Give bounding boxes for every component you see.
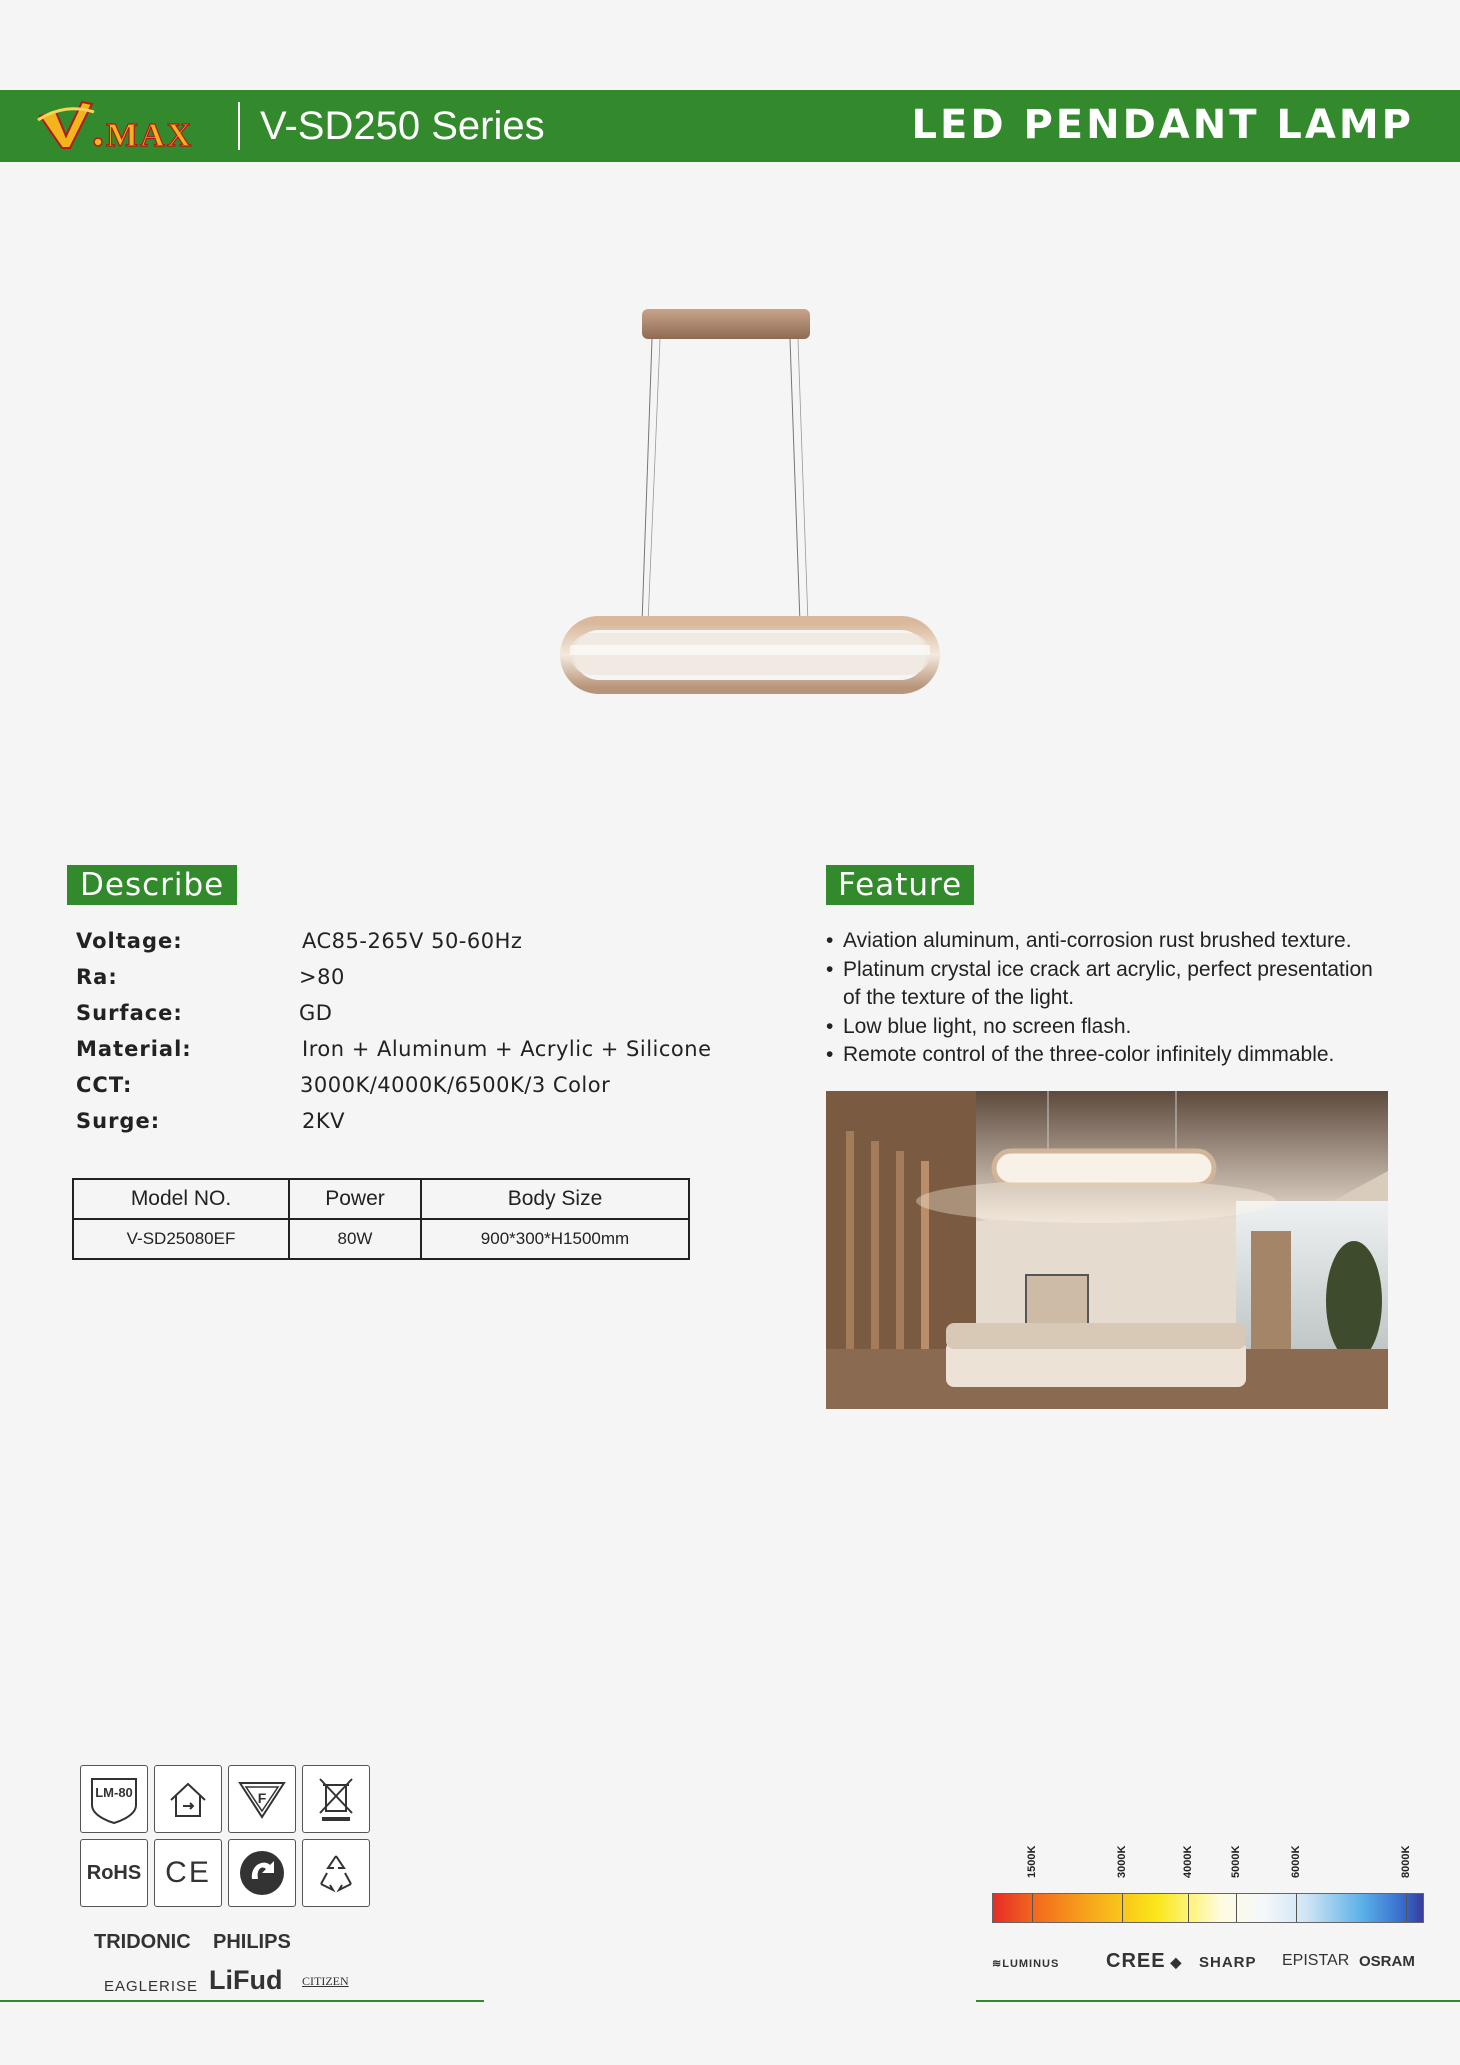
brand-eaglerise: EAGLERISE (104, 1978, 199, 1995)
spec-value: 2KV (302, 1109, 345, 1133)
table-row (73, 1219, 689, 1259)
brand-tridonic: TRIDONIC (94, 1931, 191, 1953)
spec-label: Material: (76, 1037, 192, 1061)
list-item (826, 1041, 1396, 1070)
ce-label: CE (165, 1856, 211, 1889)
spec-row-material (76, 1033, 726, 1069)
spec-row-voltage (76, 925, 726, 961)
spec-value: >80 (299, 965, 345, 989)
bullet: • (826, 1043, 834, 1066)
feature-heading: Feature (826, 865, 974, 905)
logo-divider (238, 102, 240, 150)
table-cell: 80W (289, 1219, 421, 1259)
series-title: V-SD250 Series (260, 104, 545, 148)
brand-cree-label: CREE (1106, 1950, 1166, 1972)
table-header: Power (289, 1179, 421, 1219)
feature-text: Platinum crystal ice crack art acrylic, perfect presentation of the texture of the light. (843, 957, 1373, 1009)
spec-row-cct (76, 1069, 726, 1105)
cree-arrow-icon: ◆ (1165, 1954, 1183, 1970)
brand-philips: PHILIPS (213, 1931, 291, 1953)
bullet: • (826, 1014, 834, 1038)
cct-tick (1188, 1893, 1189, 1922)
luminus-swoosh-icon: ≋ (992, 1958, 1003, 1970)
brand-luminus (992, 1957, 1059, 1970)
describe-heading: Describe (67, 865, 237, 905)
spec-row-surface (76, 997, 726, 1033)
spec-value: Iron + Aluminum + Acrylic + Silicone (302, 1037, 712, 1061)
cct-tick (1236, 1893, 1237, 1922)
feature-text: Aviation aluminum, anti-corrosion rust brushed texture. (843, 929, 1352, 952)
lm80-label: LM-80 (95, 1785, 133, 1800)
model-table (72, 1178, 690, 1260)
cct-label: 3000K (1116, 1845, 1128, 1878)
spec-row-surge (76, 1105, 726, 1141)
footer-line-left (0, 2000, 484, 2002)
cct-label: 6000K (1290, 1845, 1302, 1878)
svg-text:MAX: MAX (106, 117, 194, 154)
room-scene-image (826, 1091, 1388, 1409)
cct-label: 4000K (1182, 1845, 1194, 1878)
table-header: Body Size (421, 1179, 689, 1219)
spec-label: CCT: (76, 1073, 133, 1097)
table-cell: V-SD25080EF (73, 1219, 289, 1259)
spec-row-ra (76, 961, 726, 997)
cct-tick (1122, 1893, 1123, 1922)
recycle-icon (302, 1839, 370, 1907)
feature-text: Remote control of the three-color infinitely dimmable. (843, 1043, 1335, 1066)
feature-text: Low blue light, no screen flash. (843, 1014, 1132, 1038)
spec-value: 3000K/4000K/6500K/3 Color (300, 1073, 611, 1097)
feature-list (826, 927, 1396, 1070)
list-item (826, 956, 1396, 1013)
list-item (826, 927, 1396, 956)
spec-value: GD (299, 1001, 333, 1025)
brand-luminus-label: LUMINUS (1002, 1958, 1060, 1970)
green-dot-icon (228, 1839, 296, 1907)
spec-label: Voltage: (76, 929, 183, 953)
table-header: Model NO. (73, 1179, 289, 1219)
cct-tick (1296, 1893, 1297, 1922)
rohs-icon (80, 1839, 148, 1907)
brand-citizen: CITIZEN (302, 1974, 349, 1988)
product-image (560, 305, 940, 705)
f-mark-icon (228, 1765, 296, 1833)
document-type: LED PENDANT LAMP (911, 102, 1414, 148)
lm80-icon (80, 1765, 148, 1833)
brand-lifud: LiFud (209, 1965, 283, 1995)
footer-line-right (976, 2000, 1460, 2002)
spec-label: Ra: (76, 965, 118, 989)
cct-tick (1032, 1893, 1033, 1922)
ce-icon (154, 1839, 222, 1907)
f-mark-label: F (257, 1790, 267, 1806)
spec-label: Surge: (76, 1109, 161, 1133)
header-bar (0, 90, 1460, 162)
cct-label: 5000K (1230, 1845, 1242, 1878)
lm80-badge-icon (86, 1771, 142, 1827)
spec-label: Surface: (76, 1001, 183, 1025)
rohs-label: RoHS (86, 1861, 142, 1884)
table-header-row (73, 1179, 689, 1219)
bullet: • (826, 957, 834, 981)
house-energy-icon (154, 1765, 222, 1833)
spec-value: AC85-265V 50-60Hz (302, 929, 523, 953)
brand-epistar: EPISTAR (1282, 1952, 1350, 1969)
cct-label: 1500K (1026, 1845, 1038, 1878)
cct-tick (1406, 1893, 1407, 1922)
list-item (826, 1013, 1396, 1042)
cct-label: 8000K (1400, 1845, 1412, 1878)
vmax-logo (36, 98, 226, 154)
weee-bin-icon (302, 1765, 370, 1833)
brand-sharp: SHARP (1199, 1954, 1257, 1971)
table-cell: 900*300*H1500mm (421, 1219, 689, 1259)
brand-cree (1106, 1950, 1182, 1973)
spec-list (76, 925, 726, 1141)
brand-osram: OSRAM (1359, 1953, 1415, 1970)
bullet: • (826, 929, 834, 952)
cct-color-bar (992, 1893, 1424, 1923)
